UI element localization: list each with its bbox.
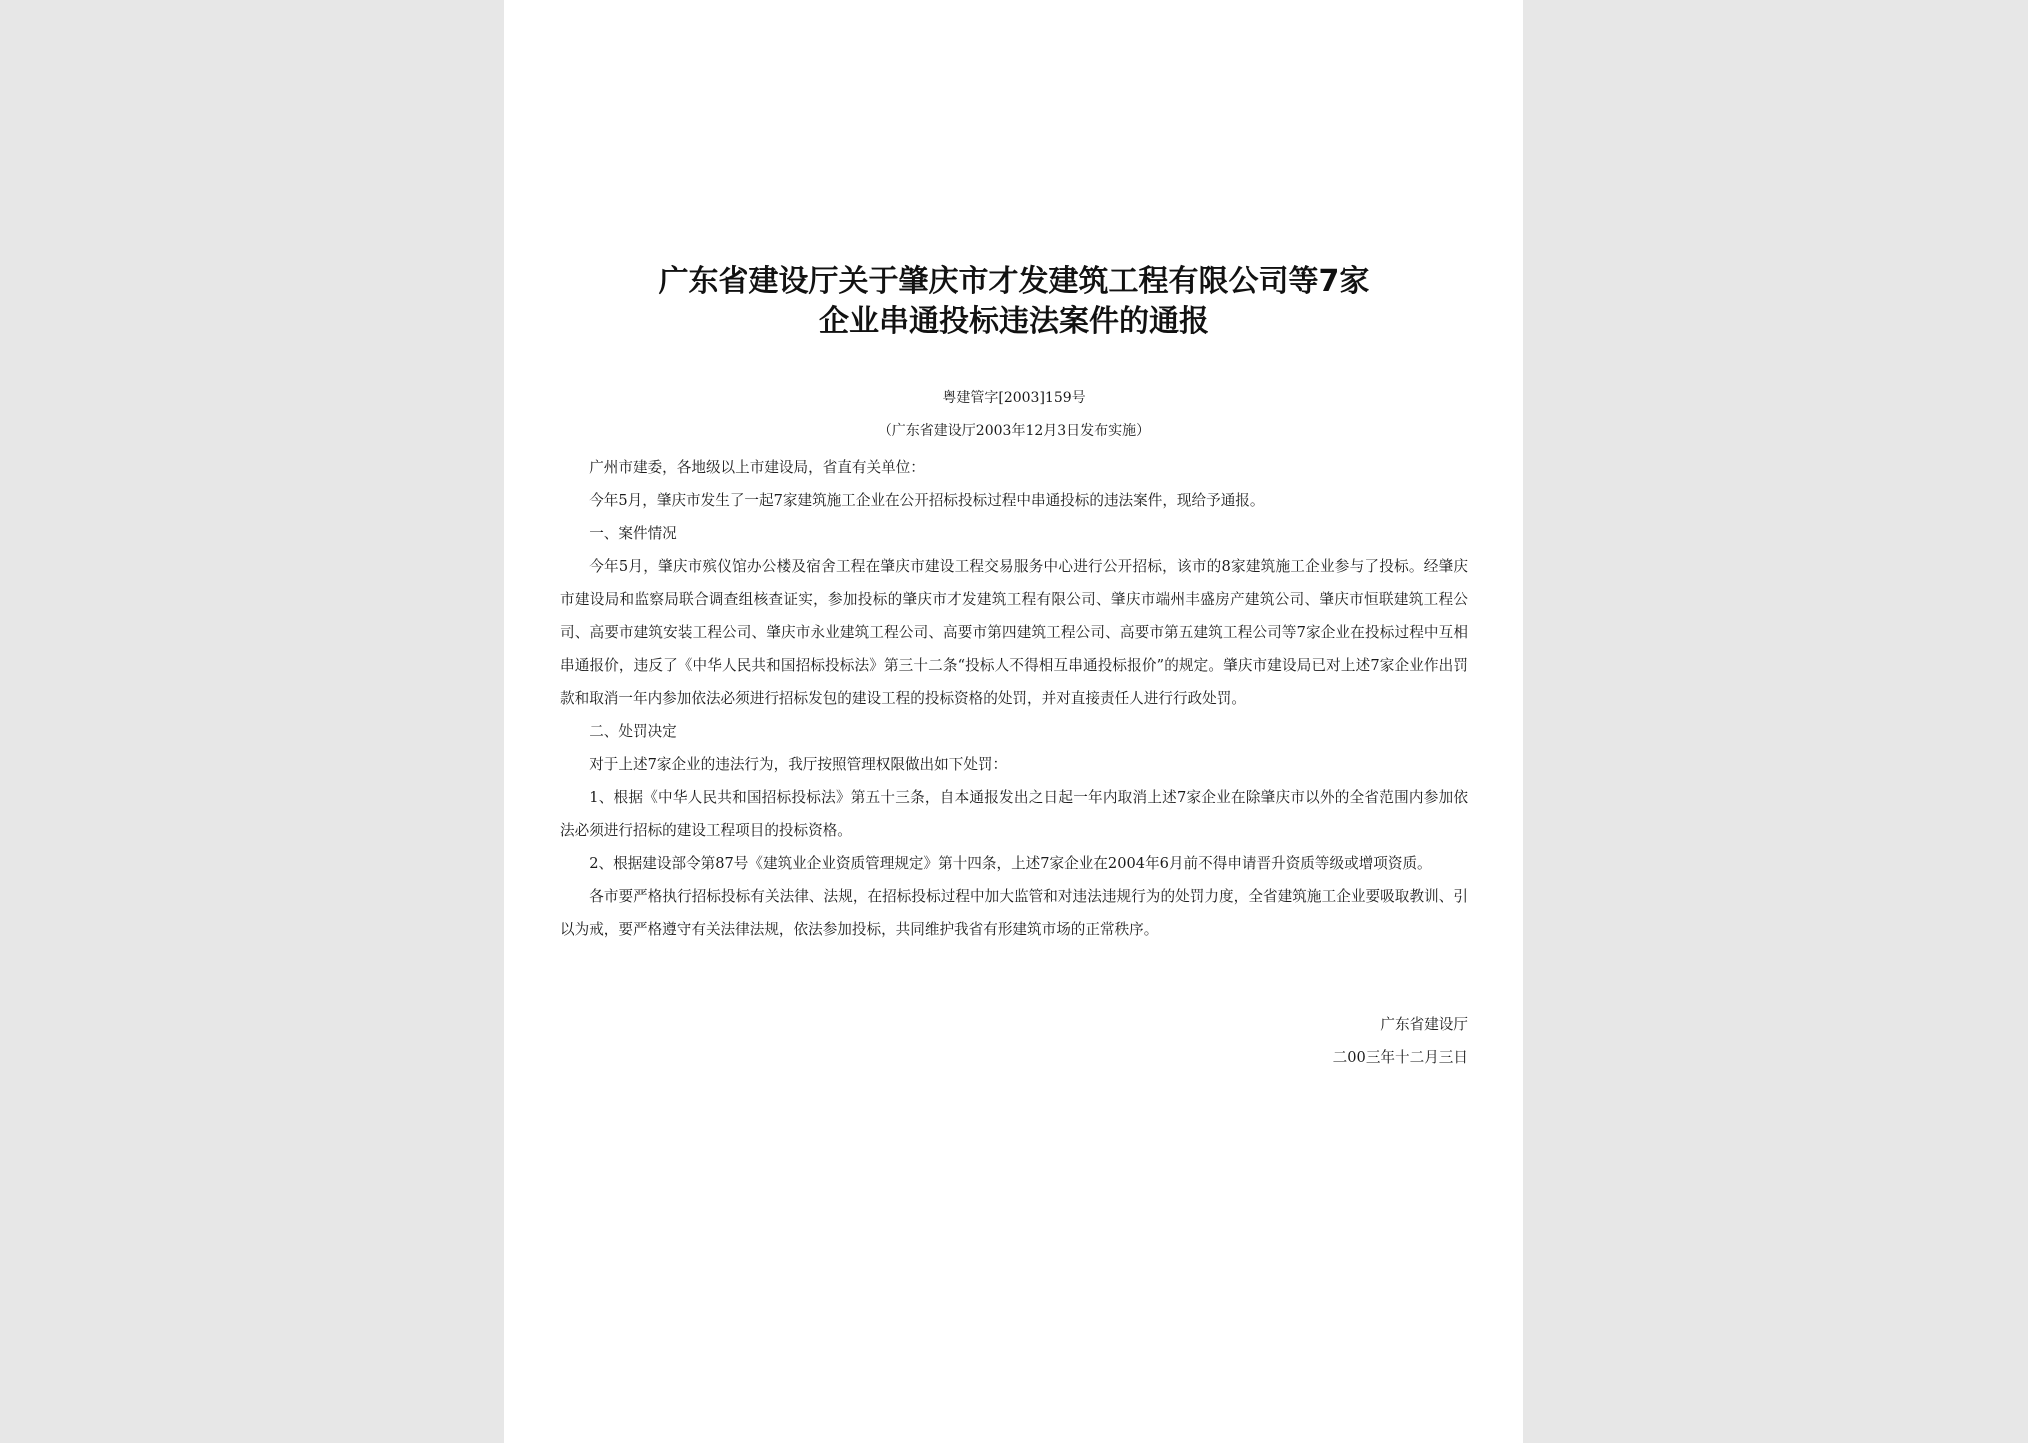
- issuer-note: （广东省建设厅2003年12月3日发布实施）: [877, 423, 1151, 439]
- paragraph-intro: 今年5月，肇庆市发生了一起7家建筑施工企业在公开招标投标过程中串通投标的违法案件，现给予通报。: [589, 492, 1265, 509]
- section-heading-case: 一、案件情况: [589, 525, 677, 542]
- signature-issuer: 广东省建设厅: [1380, 1016, 1468, 1033]
- section-heading-penalty: 二、处罚决定: [589, 723, 677, 740]
- paragraph-penalty-2: 2、根据建设部令第87号《建筑业企业资质管理规定》第十四条，上述7家企业在2004年6月前不得申请晋升资质等级或增项资质。: [589, 855, 1432, 872]
- document-page: [504, 0, 1523, 1443]
- paragraph-penalty-intro: 对于上述7家企业的违法行为，我厅按照管理权限做出如下处罚：: [589, 756, 1008, 773]
- signature-block: [1333, 1008, 1468, 1074]
- paragraph-case-details: 今年5月，肇庆市殡仪馆办公楼及宿舍工程在肇庆市建设工程交易服务中心进行公开招标，该市的8家建筑施工企业参与了投标。经肇庆市建设局和监察局联合调查组核查证实，参加投标的肇庆市才发建筑工程有限公司、肇庆市端州丰盛房产建筑公司、肇庆市恒联建筑工程公司、高要市建筑安装工程公司、肇庆市永业建筑工程公司、高要市第四建筑工程公司、高要市第五建筑工程公司等7家企业在投标过程中互相串通报价，违反了《中华人民共和国招标投标法》第三十二条“投标人不得相互串通投标报价”的规定。肇庆市建设局已对上述7家企业作出罚款和取消一年内参加依法必须进行招标发包的建设工程的投标资格的处罚，并对直接责任人进行行政处罚。: [560, 558, 1468, 707]
- document-body: [560, 451, 1468, 946]
- paragraph-penalty-1: 1、根据《中华人民共和国招标投标法》第五十三条，自本通报发出之日起一年内取消上述7家企业在除肇庆市以外的全省范围内参加依法必须进行招标的建设工程项目的投标资格。: [560, 789, 1468, 839]
- title-line-2: 企业串通投标违法案件的通报: [819, 304, 1209, 339]
- paragraph-addressees: 广州市建委，各地级以上市建设局，省直有关单位：: [589, 459, 925, 476]
- document-title: [560, 262, 1468, 342]
- signature-date: 二00三年十二月三日: [1332, 1049, 1468, 1066]
- title-line-1: 广东省建设厅关于肇庆市才发建筑工程有限公司等7家: [658, 264, 1370, 299]
- document-number: 粤建管字[2003]159号: [942, 390, 1086, 406]
- paragraph-closing: 各市要严格执行招标投标有关法律、法规，在招标投标过程中加大监管和对违法违规行为的处罚力度，全省建筑施工企业要吸取教训、引以为戒，要严格遵守有关法律法规，依法参加投标，共同维护我省有形建筑市场的正常秩序。: [560, 888, 1468, 938]
